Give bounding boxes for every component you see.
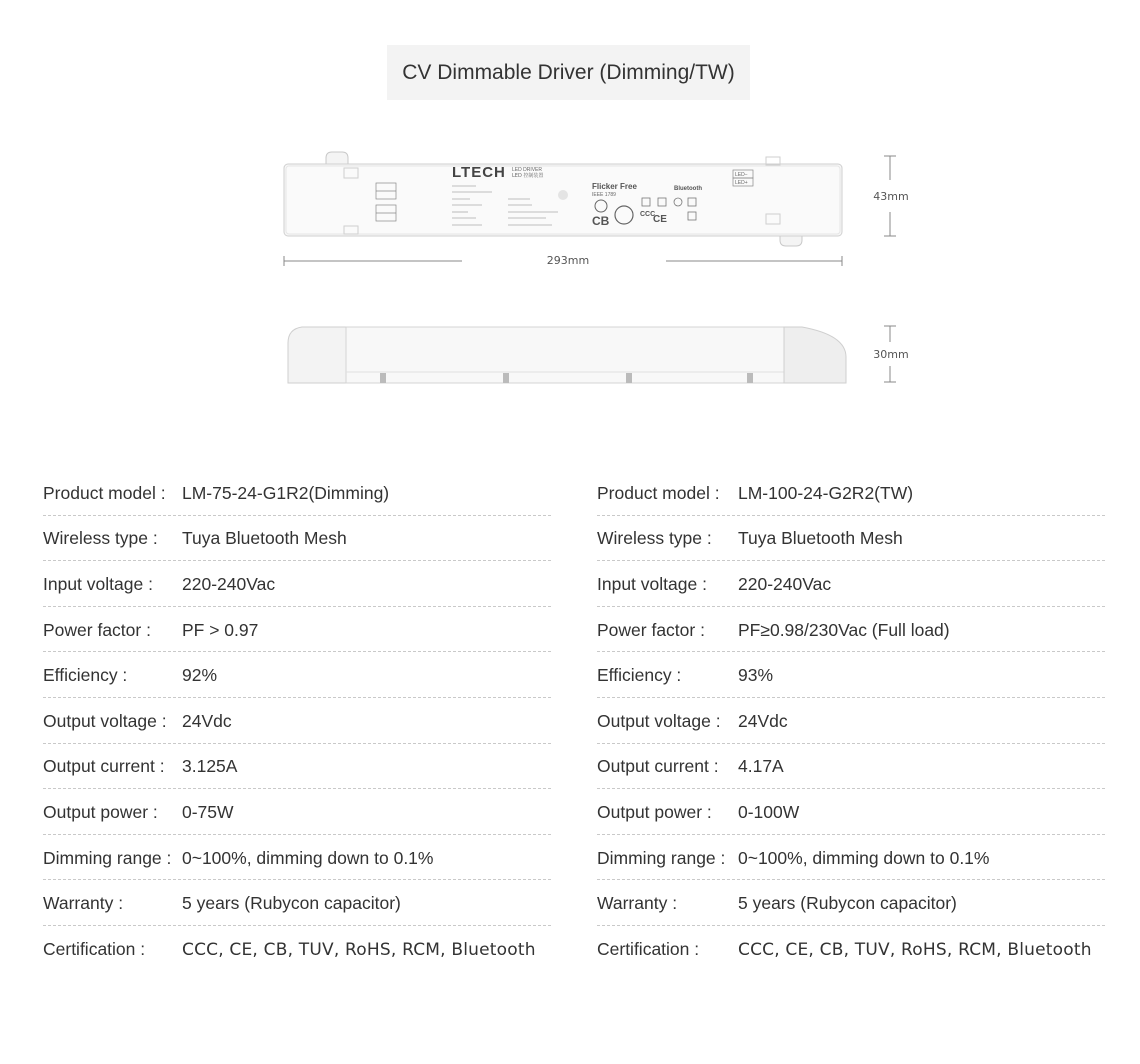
svg-text:CB: CB: [592, 214, 610, 228]
spec-row: [597, 835, 1105, 881]
spec-row: [597, 744, 1105, 790]
spec-value: 24Vdc: [182, 710, 232, 731]
height-label-top: 43mm: [873, 190, 909, 203]
spec-value: 92%: [182, 665, 218, 686]
spec-value: 93%: [738, 665, 774, 686]
spec-value: 220-240Vac: [182, 573, 276, 594]
bluetooth-icon: Bluetooth: [674, 186, 702, 192]
spec-value: Tuya Bluetooth Mesh: [182, 528, 347, 549]
spec-row: [43, 698, 551, 744]
svg-text:CE: CE: [653, 214, 667, 225]
svg-text:LED−: LED−: [735, 172, 748, 178]
spec-row: [597, 470, 1105, 516]
spec-label: Output current :: [597, 756, 719, 777]
spec-label: Output voltage :: [597, 710, 721, 731]
spec-row: [597, 789, 1105, 835]
spec-label: Efficiency :: [597, 665, 682, 686]
svg-text:LED 控制装置: LED 控制装置: [512, 173, 544, 179]
spec-label: Product model :: [597, 482, 720, 503]
spec-label: Output current :: [43, 756, 165, 777]
spec-value: 0~100%, dimming down to 0.1%: [738, 847, 990, 868]
spec-row: [43, 880, 551, 926]
spec-value: 5 years (Rubycon capacitor): [182, 893, 401, 914]
spec-table-dimming: [43, 470, 551, 972]
spec-label: Input voltage :: [43, 573, 153, 594]
spec-value: PF > 0.97: [182, 619, 259, 640]
spec-value: 24Vdc: [738, 710, 788, 731]
svg-text:LED+: LED+: [735, 180, 748, 186]
spec-label: Certification :: [597, 939, 700, 960]
spec-row: [43, 561, 551, 607]
spec-value: 5 years (Rubycon capacitor): [738, 893, 957, 914]
spec-row: [597, 607, 1105, 653]
spec-value: 220-240Vac: [738, 573, 832, 594]
spec-value: CCC, CE, CB, TUV, RoHS, RCM, Bluetooth: [738, 939, 1092, 960]
spec-label: Warranty :: [43, 893, 124, 914]
spec-label: Output voltage :: [43, 710, 167, 731]
spec-value: LM-100-24-G2R2(TW): [738, 482, 914, 503]
spec-label: Power factor :: [43, 619, 151, 640]
svg-text:Flicker Free: Flicker Free: [592, 182, 637, 191]
spec-row: [43, 926, 551, 972]
spec-label: Input voltage :: [597, 573, 707, 594]
spec-value: PF≥0.98/230Vac (Full load): [738, 619, 950, 640]
height-dimension-top: [873, 156, 908, 236]
spec-value: Tuya Bluetooth Mesh: [738, 528, 903, 549]
spec-row: [43, 516, 551, 562]
spec-value: CCC, CE, CB, TUV, RoHS, RCM, Bluetooth: [182, 939, 536, 960]
spec-row: [597, 698, 1105, 744]
page-title: CV Dimmable Driver (Dimming/TW): [402, 60, 735, 84]
spec-table-tw: [597, 470, 1105, 972]
spec-row: [597, 516, 1105, 562]
spec-label: Wireless type :: [43, 528, 158, 549]
spec-row: [43, 744, 551, 790]
spec-row: [43, 470, 551, 516]
spec-row: [43, 607, 551, 653]
spec-row: [43, 835, 551, 881]
svg-text:IEEE 1789: IEEE 1789: [592, 192, 616, 198]
product-drawing: [0, 0, 1140, 440]
spec-row: [597, 652, 1105, 698]
spec-label: Dimming range :: [597, 847, 726, 868]
spec-label: Efficiency :: [43, 665, 128, 686]
svg-text:CCC: CCC: [640, 211, 656, 218]
spec-label: Warranty :: [597, 893, 678, 914]
height-dimension-side: [873, 326, 908, 382]
spec-value: 3.125A: [182, 756, 238, 777]
spec-row: [597, 926, 1105, 972]
spec-row: [597, 561, 1105, 607]
spec-label: Output power :: [597, 801, 712, 822]
spec-value: LM-75-24-G1R2(Dimming): [182, 482, 390, 503]
driver-side-view: [288, 327, 846, 383]
spec-label: Output power :: [43, 801, 158, 822]
spec-row: [43, 789, 551, 835]
width-label: 293mm: [546, 254, 590, 267]
svg-text:LED DRIVER: LED DRIVER: [512, 167, 543, 173]
spec-label: Certification :: [43, 939, 146, 960]
driver-top-view: [284, 152, 842, 246]
height-label-side: 30mm: [873, 348, 909, 361]
spec-value: 0-75W: [182, 801, 234, 822]
brand-logo: LTECH: [452, 164, 506, 181]
spec-label: Wireless type :: [597, 528, 712, 549]
spec-value: 0-100W: [738, 801, 800, 822]
spec-value: 0~100%, dimming down to 0.1%: [182, 847, 434, 868]
spec-label: Power factor :: [597, 619, 705, 640]
width-dimension: [284, 254, 842, 267]
spec-label: Dimming range :: [43, 847, 172, 868]
spec-row: [597, 880, 1105, 926]
spec-row: [43, 652, 551, 698]
spec-value: 4.17A: [738, 756, 784, 777]
spec-label: Product model :: [43, 482, 166, 503]
